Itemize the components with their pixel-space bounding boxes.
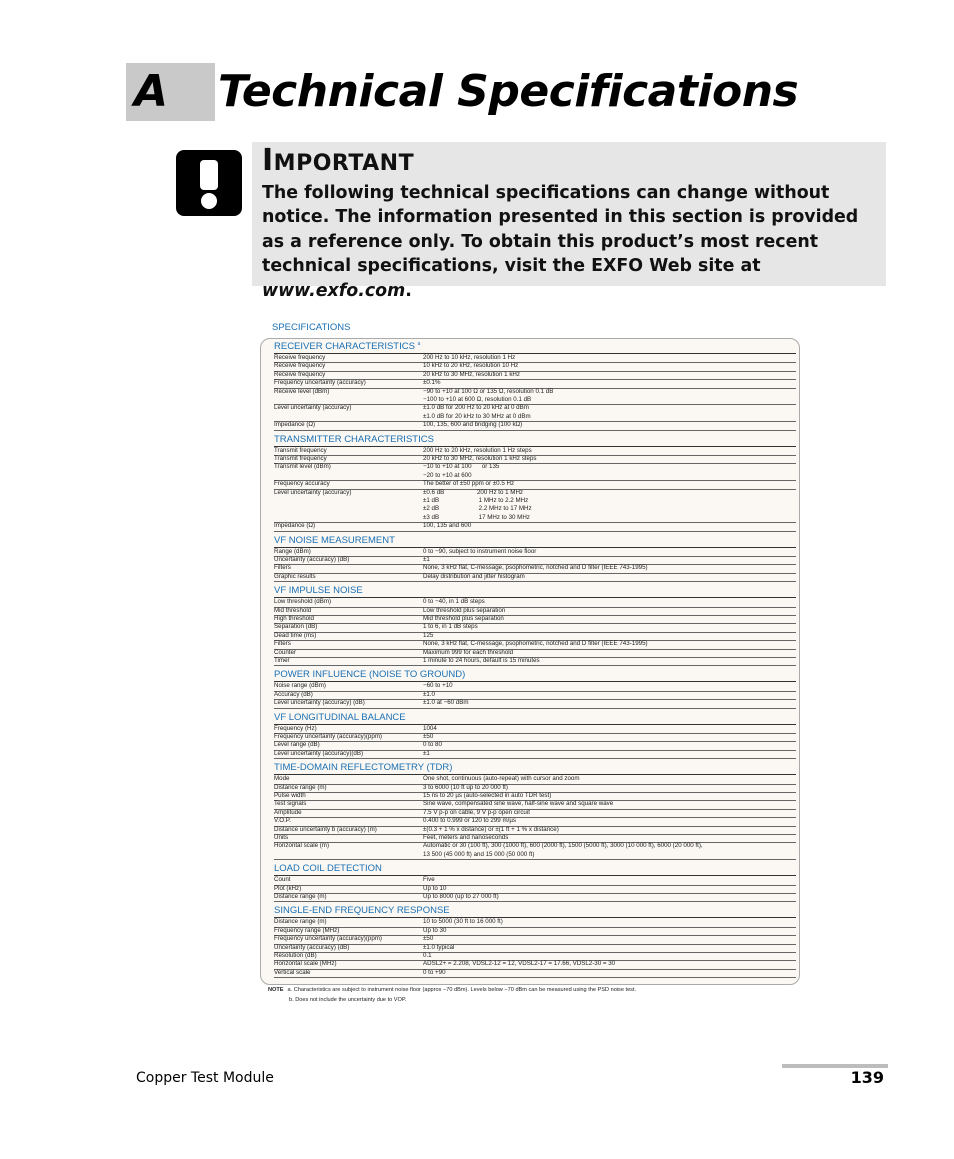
spec-value: ±50 <box>423 733 434 740</box>
exfo-link[interactable]: www.exfo.com <box>262 280 406 301</box>
spec-label: Transmit level (dBm) <box>274 463 331 471</box>
spec-label: Filters <box>274 640 291 648</box>
spec-value: 7.5 V p-p on cable, 9 V p-p open circuit <box>423 808 530 816</box>
spec-value: −60 to +10 <box>423 682 453 690</box>
spec-label: Level uncertainty (accuracy) <box>274 404 352 412</box>
section-title: VF IMPULSE NOISE <box>274 585 363 597</box>
spec-row <box>274 463 796 481</box>
spec-label: Frequency (Hz) <box>274 724 317 732</box>
section-title: TRANSMITTER CHARACTERISTICS <box>274 433 434 445</box>
spec-label: Distance uncertainty b (accuracy) (m) <box>274 825 377 833</box>
spec-value: 1 to 6, in 1 dB steps <box>423 623 478 631</box>
spec-label: Receive frequency <box>274 370 326 378</box>
spec-label: Uncertainty (accuracy) (dB) <box>274 556 350 563</box>
spec-row <box>274 657 796 666</box>
spec-label: Dead time (ms) <box>274 631 317 639</box>
spec-row <box>274 750 796 759</box>
spec-label: Horizontal scale (m) <box>274 842 330 850</box>
spec-value: Low threshold plus separation <box>423 606 506 614</box>
spec-label: Distance range (m) <box>274 783 327 791</box>
spec-row <box>274 388 796 406</box>
spec-value: Delay distribution and jitter histogram <box>423 572 525 580</box>
spec-value: 0 to −90, subject to instrument noise floor <box>423 547 537 555</box>
footer-manual-title: Copper Test Module <box>136 1070 274 1086</box>
spec-label: Level range (dB) <box>274 741 320 749</box>
spec-value: 0 to +90 <box>423 968 446 976</box>
spec-value: 0 to 80 <box>423 741 442 749</box>
section-title: POWER INFLUENCE (NOISE TO GROUND) <box>274 669 466 681</box>
spec-label: Pulse width <box>274 792 306 799</box>
spec-value: 10 to 5000 (30 ft to 16 000 ft) <box>423 918 503 926</box>
spec-label: Mid threshold <box>274 606 312 614</box>
spec-value: ±1.0 typical <box>423 943 455 951</box>
spec-label: Test signals <box>274 800 307 808</box>
spec-label: Count <box>274 876 291 884</box>
spec-value: ±1.0 dB for 200 Hz to 20 kHz at 0 dBm ±1.0 dB for 20 kHz to 30 MHz at 0 dBm <box>423 404 531 420</box>
spec-label: Separation (dB) <box>274 623 318 631</box>
spec-value: 100, 135 and 600 <box>423 522 472 530</box>
spec-label: Uncertainty (accuracy) (dB) <box>274 943 350 951</box>
spec-label: Level uncertainty (accuracy) <box>274 488 352 496</box>
spec-value: Up to 30 <box>423 926 447 934</box>
spec-label: Counter <box>274 648 297 656</box>
spec-value: Up to 8000 (up to 27 000 ft) <box>423 893 499 900</box>
spec-value: Up to 10 <box>423 884 447 892</box>
spec-value: 15 ns to 20 µs (auto-selected in auto TDR test) <box>423 792 552 799</box>
spec-label: Impedance (Ω) <box>274 421 316 429</box>
spec-value: ADSL2+ = 2.208, VDSL2-12 = 12, VDSL2-17 = 17.66, VDSL2-30 = 30 <box>423 960 616 968</box>
spec-value: 200 Hz to 10 kHz, resolution 1 Hz <box>423 354 516 361</box>
spec-value: None, 3 kHz flat, C-message, psophometric, notched and D filter (IEEE 743-1995) <box>423 564 648 572</box>
spec-value: ±(0.3 + 1 % x distance) or ±(1 ft + 1 % x distance) <box>423 825 559 833</box>
spec-value: 0.1 <box>423 952 432 959</box>
spec-value: ±1 <box>423 556 430 563</box>
spec-value: Feet, meters and nanoseconds <box>423 834 509 841</box>
spec-label: Plot (kHz) <box>274 884 302 892</box>
spec-label: Level uncertainty (accuracy) (dB) <box>274 699 365 707</box>
section-title: VF LONGITUDINAL BALANCE <box>274 711 406 723</box>
spec-label: Frequency uncertainty (accuracy)(ppm) <box>274 733 382 740</box>
spec-value: 0 to −40, in 1 dB steps <box>423 598 485 606</box>
important-heading: IMPORTANT <box>262 143 415 178</box>
spec-row <box>274 699 796 708</box>
chapter-letter: A <box>134 66 169 117</box>
important-text: The following technical specifications can change without notice. The information presented in this section is provided as a reference only. To obtain this product’s most recent technical specifications, visit the EXFO Web site at www.exfo.com. <box>262 183 859 301</box>
spec-label: Low threshold (dBm) <box>274 598 332 606</box>
spec-value: None, 3 kHz flat, C-message, psophometric, notched and D filter (IEEE 743-1995) <box>423 640 648 648</box>
spec-value: ±1 <box>423 749 430 757</box>
spec-row <box>274 969 796 978</box>
spec-value: Automatic or 30 (100 ft), 300 (1000 ft), 600 (2000 ft), 1500 (5000 ft), 3000 (10 000 ft), 6000 (20 000 ft), 13 500 (45 000 ft) and 15 000 (50 000 ft) <box>423 842 703 858</box>
section-title: TIME-DOMAIN REFLECTOMETRY (TDR) <box>274 762 453 774</box>
spec-row <box>274 421 796 430</box>
section-title: RECEIVER CHARACTERISTICS $^a$ <box>274 341 421 353</box>
exclamation-icon <box>176 150 242 216</box>
spec-label: Receive frequency <box>274 362 326 370</box>
spec-label: Graphic results <box>274 572 316 580</box>
spec-label: Mode <box>274 775 290 783</box>
section-title: LOAD COIL DETECTION <box>274 863 382 875</box>
note-b: b. Does not include the uncertainty due to VOP. <box>289 997 407 1003</box>
spec-value: Mid threshold plus separation <box>423 615 504 622</box>
spec-label: Frequency uncertainty (accuracy)(ppm) <box>274 935 382 943</box>
spec-label: Horizontal scale (MHz) <box>274 960 337 968</box>
spec-row <box>274 573 796 582</box>
spec-label: V.O.P. <box>274 817 291 825</box>
spec-value: The better of ±50 ppm or ±0.5 Hz <box>423 480 515 488</box>
spec-notes <box>268 985 636 1005</box>
spec-value: 1004 <box>423 724 437 732</box>
spec-value: −10 to +10 at 100 or 135 −20 to +10 at 600 <box>423 463 500 479</box>
spec-value: ±1.0 <box>423 690 435 698</box>
spec-value: ±50 <box>423 935 434 943</box>
spec-label: Resolution (dB) <box>274 952 317 959</box>
spec-label: Units <box>274 834 289 841</box>
spec-value: ±0.1% <box>423 379 441 387</box>
chapter-title: Technical Specifications <box>218 66 799 117</box>
spec-value: Five <box>423 876 435 884</box>
spec-label: Impedance (Ω) <box>274 522 316 530</box>
spec-value: ±1.0 at −60 dBm <box>423 699 469 707</box>
spec-value: ±0.6 dB 200 Hz to 1 MHz ±1 dB 1 MHz to 2.2 MHz ±2 dB 2.2 MHz to 17 MHz ±3 dB 17 MHz to 30 MHz <box>423 488 532 521</box>
spec-row <box>274 842 796 860</box>
spec-label: Amplitude <box>274 808 302 816</box>
spec-label: High threshold <box>274 615 314 622</box>
spec-label: Distance range (m) <box>274 893 327 900</box>
spec-value: 3 to 6000 (10 ft up to 20 000 ft) <box>423 783 508 791</box>
spec-row <box>274 893 796 902</box>
spec-value: −90 to +10 at 100 Ω or 135 Ω, resolution 0.1 dB −100 to +10 at 600 Ω, resolution 0.1 dB <box>423 387 554 403</box>
spec-label: Transmit frequency <box>274 446 327 454</box>
spec-row <box>274 489 796 524</box>
spec-label: Frequency uncertainty (accuracy) <box>274 379 366 387</box>
spec-value: Sine wave, compensated sine wave, half-sine wave and square wave <box>423 800 614 808</box>
spec-label: Frequency accuracy <box>274 480 330 488</box>
section-title: VF NOISE MEASUREMENT <box>274 534 395 546</box>
specifications-panel <box>260 338 800 985</box>
spec-value: 20 kHz to 30 MHz, resolution 1 kHz steps <box>423 455 537 462</box>
spec-value: 100, 135, 600 and bridging (100 kΩ) <box>423 421 523 429</box>
spec-row <box>274 522 796 531</box>
spec-label: Filters <box>274 564 291 572</box>
spec-row <box>274 404 796 422</box>
section-title: SINGLE-END FREQUENCY RESPONSE <box>274 905 450 917</box>
spec-label: Distance range (m) <box>274 918 327 926</box>
spec-label: Transmit frequency <box>274 455 327 462</box>
spec-label: Accuracy (dB) <box>274 690 313 698</box>
spec-label: Frequency range (MHz) <box>274 926 340 934</box>
spec-value: Maximum 999 for each threshold <box>423 648 514 656</box>
spec-value: 200 Hz to 20 kHz, resolution 1 Hz steps <box>423 446 532 454</box>
page-number: 139 <box>850 1068 884 1087</box>
note-a: NOTE a. Characteristics are subject to instrument noise floor (approx −70 dBm). Levels below −70 dBm can be measured using the PSD noise test. <box>268 987 637 993</box>
spec-label: Receive level (dBm) <box>274 387 330 395</box>
specifications-title: SPECIFICATIONS <box>272 322 351 333</box>
spec-label: Level uncertainty (accuracy)(dB) <box>274 749 364 757</box>
spec-value: 10 kHz to 20 kHz, resolution 10 Hz <box>423 362 519 370</box>
spec-value: 0.400 to 0.999 or 120 to 299 m/µs <box>423 817 517 825</box>
spec-label: Range (dBm) <box>274 547 311 555</box>
spec-value: 1 minute to 24 hours, default is 15 minutes <box>423 657 540 664</box>
spec-label: Noise range (dBm) <box>274 682 326 690</box>
spec-value: 125 <box>423 631 434 639</box>
spec-label: Vertical scale <box>274 968 311 976</box>
spec-value: One shot, continuous (auto-repeat) with cursor and zoom <box>423 775 580 783</box>
spec-label: Receive frequency <box>274 354 326 361</box>
spec-label: Timer <box>274 657 290 664</box>
spec-value: 20 kHz to 30 MHz, resolution 1 kHz <box>423 370 520 378</box>
